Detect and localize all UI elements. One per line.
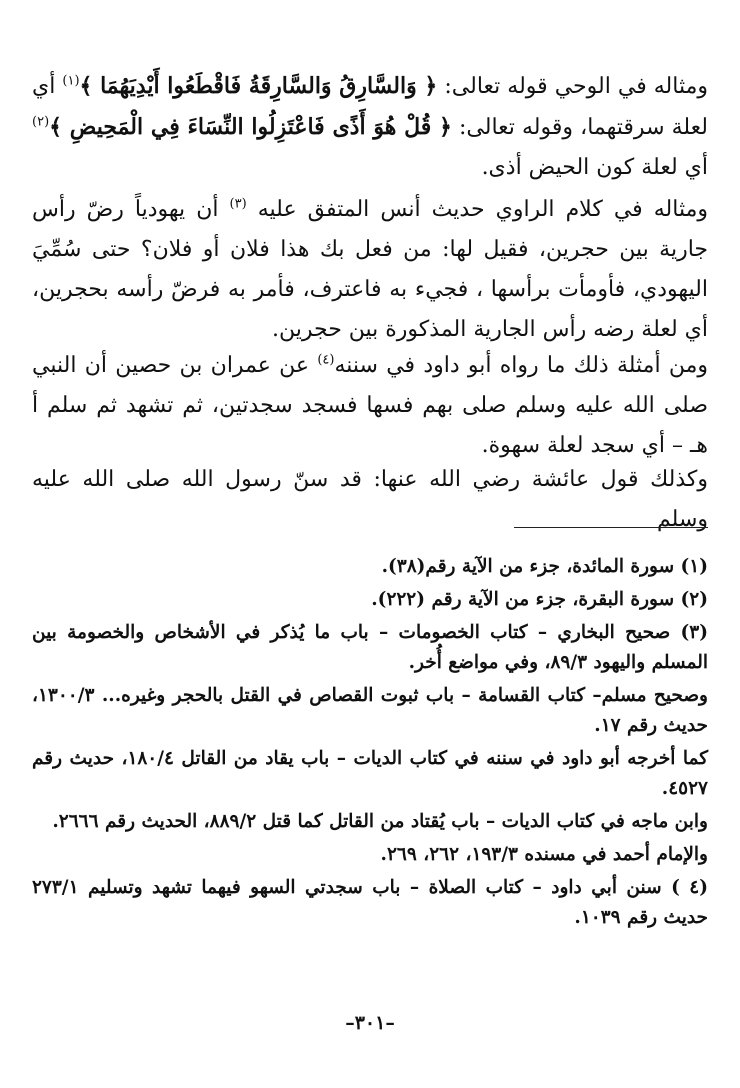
paragraph-aisha-example xyxy=(32,460,708,540)
paragraph-text: وكذلك قول عائشة رضي الله عنها: قد سنّ رسول الله صلى الله عليه وسلم xyxy=(32,467,708,532)
footnote-3-ahmad: والإمام أحمد في مسنده ١٩٣/٣، ٢٦٢، ٢٦٩. xyxy=(380,844,708,865)
paragraph-text: أي لعلة سرقتهما، وقوله تعالى: xyxy=(32,74,708,140)
quran-verse-theft: ﴿ وَالسَّارِقُ وَالسَّارِقَةُ فَاقْطَعُوا أَيْدِيَهُمَا ﴾ xyxy=(79,73,438,99)
footnote-ref-1: (١) xyxy=(62,73,80,89)
paragraph-text: ومثاله في الوحي قوله تعالى: xyxy=(437,74,708,99)
paragraph-text: أي لعلة كون الحيض أذى. xyxy=(481,155,708,180)
paragraph-text: ومن أمثلة ذلك ما رواه أبو داود في سننه xyxy=(334,353,708,378)
footnote-separator xyxy=(514,527,708,528)
footnote-3-ibn-majah: وابن ماجه في كتاب الديات – باب يُقتاد من القاتل كما قتل ٨٨٩/٢، الحديث رقم ٢٦٦٦. xyxy=(52,811,708,832)
paragraph-abu-dawud-example xyxy=(32,346,708,466)
paragraph-narrator-example xyxy=(32,190,708,350)
footnote-ref-4: (٤) xyxy=(317,352,335,368)
footnote-3: (٣) صحيح البخاري – كتاب الخصومات – باب ما يُذكر في الأشخاص والخصومة بين المسلم واليهود ٨٩/٣، وفي مواضع أُخر. xyxy=(32,622,708,673)
footnote-2: (٢) سورة البقرة، جزء من الآية رقم (٢٢٢). xyxy=(371,589,708,610)
footnotes-section xyxy=(32,552,708,936)
quran-verse-menstruation: ﴿ قُلْ هُوَ أَذًى فَاعْتَزِلُوا النِّسَاءَ فِي الْمَحِيضِ ﴾ xyxy=(49,114,452,140)
page-number: –٣٠١– xyxy=(345,1012,395,1034)
footnote-3-abu-dawud: كما أخرجه أبو داود في سننه في كتاب الديات – باب يقاد من القاتل ١٨٠/٤، حديث رقم ٤٥٢٧. xyxy=(32,748,709,799)
paragraph-text: ومثاله في كلام الراوي حديث أنس المتفق عليه xyxy=(246,197,708,222)
footnote-1: (١) سورة المائدة، جزء من الآية رقم(٣٨). xyxy=(381,556,708,577)
paragraph-text: أن يهودياً رضّ رأس جارية بين حجرين، فقيل لها: من فعل بك هذا فلان أو فلان؟ حتى سُمِّيَ اليهودي، فأومأت برأسها ، فجيء به فاعترف، فأمر به فرضّ رأسه بحجرين، أي لعلة رضه رأس الجارية المذكورة بين حجرين. xyxy=(32,197,708,342)
footnote-ref-3: (٣) xyxy=(229,196,247,212)
paragraph-revelation-example xyxy=(32,66,708,188)
footnote-ref-2: (٢) xyxy=(32,114,50,130)
footnote-4: (٤ ) سنن أبي داود – كتاب الصلاة – باب سجدتي السهو فيهما تشهد وتسليم ٢٧٣/١ حديث رقم ١٠٣٩. xyxy=(32,877,708,928)
footnote-3-muslim: وصحيح مسلم– كتاب القسامة – باب ثبوت القصاص في القتل بالحجر وغيره... ١٣٠٠/٣، حديث رقم ١٧. xyxy=(32,685,708,736)
paragraph-text: عن عمران بن حصين أن النبي صلى الله عليه وسلم صلى بهم فسها فسجد سجدتين، ثم تشهد ثم سلم أ هـ – أي سجد لعلة سهوة. xyxy=(32,353,708,458)
